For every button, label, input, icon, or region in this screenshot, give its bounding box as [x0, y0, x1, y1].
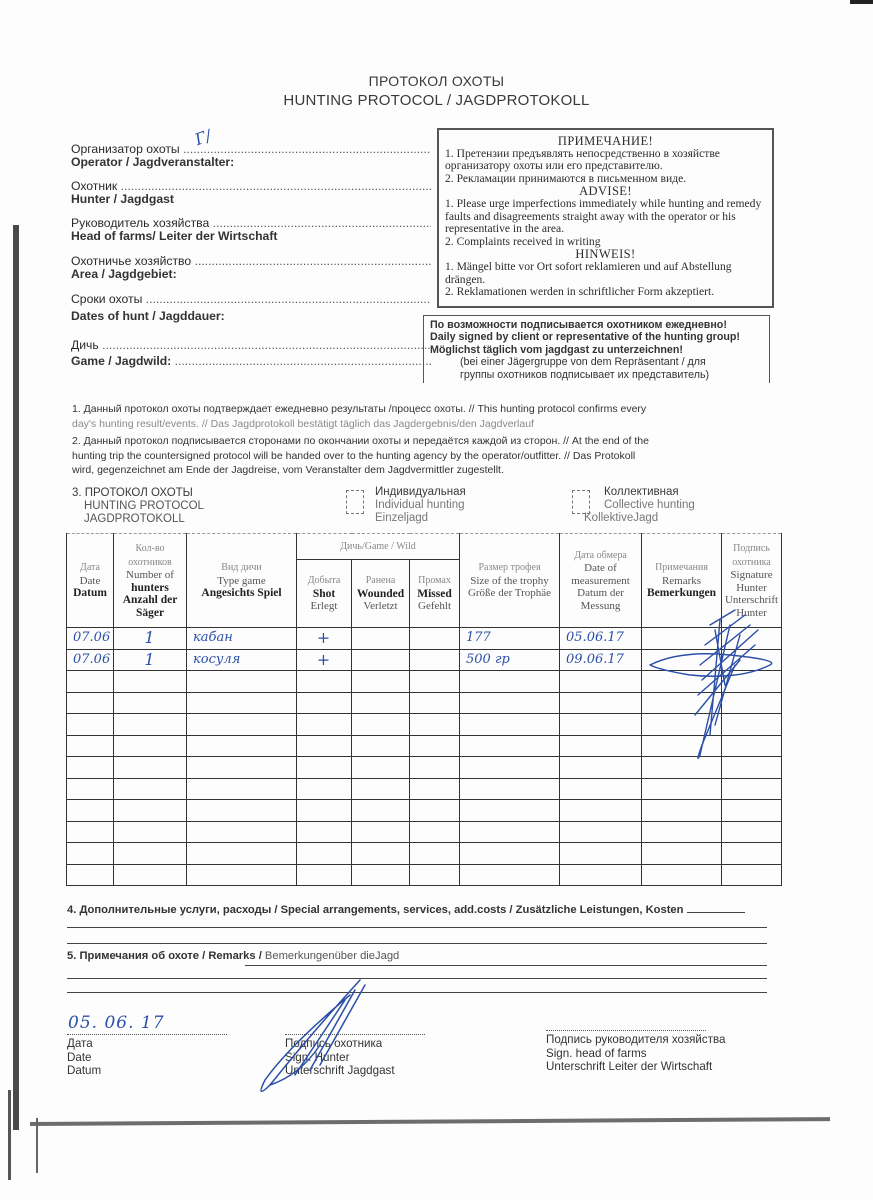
checkbox-label-ru: Коллективная [604, 486, 679, 498]
cell-missed[interactable] [410, 735, 460, 757]
cell-signature[interactable] [722, 714, 782, 736]
column-header-hunters-count: Кол-во охотников Number of hunters Anzahl der Säger [114, 534, 187, 628]
cell-date[interactable] [67, 778, 114, 800]
operator-handwritten-value: Г/ [192, 125, 214, 150]
checkbox-label-en: Individual hunting [375, 499, 465, 511]
cell-measurement-date[interactable] [560, 735, 642, 757]
cell-trophy-size[interactable] [460, 778, 560, 800]
section-3-heading: 3. ПРОТОКОЛ ОХОТЫ [72, 487, 193, 499]
collective-hunting-label [584, 486, 695, 525]
cell-date[interactable] [67, 692, 114, 714]
cell-trophy-size[interactable] [460, 864, 560, 886]
column-header-trophy-size: Размер трофея Size of the trophy Größe der Trophäe [460, 534, 560, 628]
scan-bottom-line [30, 1117, 830, 1126]
cell-shot[interactable] [297, 821, 352, 843]
cell-wounded[interactable] [352, 778, 410, 800]
head-sign-label-en: Sign. head of farms [546, 1046, 647, 1060]
paragraph-1-line: 1. Данный протокол охоты подтверждает ежедневно результаты /процесс охоты. // This hunting protocol confirms every [72, 403, 647, 415]
column-header-remarks: Примечания Remarks Bemerkungen [642, 534, 722, 628]
cell-measurement-date[interactable]: 09.06.17 [560, 649, 642, 671]
section-4-title: 4. Дополнительные услуги, расходы / Special arrangements, services, add.costs / Zusätzliche Leistungen, Kosten [67, 904, 767, 916]
section-5-line[interactable] [67, 992, 767, 993]
table-row [67, 692, 782, 714]
cell-game-type[interactable] [187, 735, 297, 757]
cell-missed[interactable] [410, 843, 460, 865]
cell-remarks[interactable] [642, 843, 722, 865]
checkbox-label-en: Collective hunting [604, 499, 695, 511]
section-4-line[interactable] [67, 943, 767, 944]
cell-date[interactable]: 07.06 [67, 628, 114, 650]
paragraph-2-line: wird, gegenzeichnet am Ende der Jagdreise, vom Veranstalter dem Jagdvermittler zugestellt. [72, 464, 504, 476]
field-label-en: Head of farms/ Leiter der Wirtschaft [71, 229, 278, 243]
cell-remarks[interactable] [642, 864, 722, 886]
date-signature-block[interactable] [67, 1034, 227, 1078]
cell-date[interactable] [67, 757, 114, 779]
field-area[interactable] [71, 255, 431, 281]
daily-sign-de: Möglichst täglich vom jagdgast zu unterzeichnen! [430, 343, 683, 356]
cell-signature[interactable] [722, 821, 782, 843]
cell-game-type[interactable] [187, 843, 297, 865]
date-label-en: Date [67, 1050, 92, 1064]
scan-edge-artifact [13, 225, 19, 1130]
field-game[interactable] [71, 339, 431, 368]
cell-date[interactable] [67, 800, 114, 822]
cell-hunters-count[interactable] [114, 778, 187, 800]
cell-missed[interactable] [410, 649, 460, 671]
cell-game-type[interactable] [187, 821, 297, 843]
scan-edge-artifact [850, 0, 873, 4]
cell-trophy-size[interactable] [460, 821, 560, 843]
section-5-line[interactable] [67, 978, 767, 979]
head-of-farms-signature-block[interactable] [546, 1030, 756, 1074]
paragraph-2-line: 2. Данный протокол подписывается сторонами по окончании охоты и передаётся каждой из сторон. // At the end of the [72, 435, 649, 447]
cell-hunters-count[interactable] [114, 692, 187, 714]
cell-wounded[interactable] [352, 757, 410, 779]
cell-shot[interactable]: + [297, 628, 352, 650]
cell-shot[interactable] [297, 671, 352, 693]
checkbox-label-de: KollektiveJagd [584, 512, 659, 524]
cell-missed[interactable] [410, 800, 460, 822]
field-label-ru: Охотничье хозяйство ..... [71, 255, 431, 268]
table-row [67, 778, 782, 800]
date-handwritten-value: 05. 06. 17 [68, 1013, 165, 1033]
cell-trophy-size[interactable] [460, 800, 560, 822]
cell-wounded[interactable] [352, 714, 410, 736]
collective-hunting-checkbox[interactable] [572, 490, 590, 514]
cell-trophy-size[interactable]: 500 гр [460, 649, 560, 671]
individual-hunting-checkbox[interactable] [346, 490, 364, 514]
cell-hunters-count[interactable]: 1 [114, 628, 187, 650]
date-label-ru: Дата [67, 1037, 93, 1050]
column-header-measurement-date: Дата обмера Date of measurement Datum der Messung [560, 534, 642, 628]
cell-signature[interactable] [722, 692, 782, 714]
cell-date[interactable] [67, 671, 114, 693]
cell-game-type[interactable] [187, 757, 297, 779]
checkbox-label-ru: Индивидуальная [375, 486, 466, 498]
cell-wounded[interactable] [352, 649, 410, 671]
column-group-header-game: Дичь/Game / Wild [297, 534, 460, 560]
column-header-date: Дата Date Datum [67, 534, 114, 628]
table-row [67, 628, 782, 650]
notice-text: 1. Mängel bitte vor Ort sofort reklamieren und auf Abstellung drängen. [445, 259, 732, 286]
section-3-title [72, 487, 204, 526]
paragraph-2-line: hunting trip the countersigned protocol will be handed over to the hunting agency by the operator/outfitter. // Das Protokoll [72, 449, 636, 462]
cell-remarks[interactable] [642, 800, 722, 822]
cell-wounded[interactable] [352, 843, 410, 865]
cell-remarks[interactable] [642, 714, 722, 736]
field-label-en: Dates of hunt / Jagddauer: [71, 309, 225, 323]
cell-missed[interactable] [410, 778, 460, 800]
cell-trophy-size[interactable] [460, 692, 560, 714]
cell-measurement-date[interactable] [560, 821, 642, 843]
cell-missed[interactable] [410, 628, 460, 650]
date-label-de: Datum [67, 1064, 102, 1077]
cell-missed[interactable] [410, 864, 460, 886]
cell-shot[interactable]: + [297, 649, 352, 671]
cell-measurement-date[interactable] [560, 757, 642, 779]
field-label-ru: Дичь ..... [71, 339, 431, 352]
cell-signature[interactable] [722, 757, 782, 779]
cell-shot[interactable] [297, 735, 352, 757]
cell-measurement-date[interactable]: 05.06.17 [560, 628, 642, 650]
head-sign-label-ru: Подпись руководителя хозяйства [546, 1033, 726, 1046]
field-label-ru: Охотник ..... [71, 180, 431, 193]
cell-hunters-count[interactable] [114, 757, 187, 779]
cell-game-type[interactable] [187, 800, 297, 822]
cell-date[interactable] [67, 735, 114, 757]
column-header-game-type: Вид дичи Type game Angesichts Spiel [187, 534, 297, 628]
section-5-title: 5. Примечания об охоте / Remarks / Bemerkungenüber dieJagd [67, 950, 400, 962]
column-header-wounded: Ранена Wounded Verletzt [352, 560, 410, 628]
cell-wounded[interactable] [352, 692, 410, 714]
cell-shot[interactable] [297, 757, 352, 779]
notice-text: 1. Please urge imperfections immediately while hunting and remedy faults and disagreements straight away with the operator or his representative in the area. [445, 196, 762, 236]
scan-edge-artifact [36, 1118, 38, 1173]
column-header-missed: Промах Missed Gefehlt [410, 560, 460, 628]
table-row [67, 757, 782, 779]
cell-remarks[interactable] [642, 757, 722, 779]
hunter-sign-label-en: Sign. Hunter [285, 1050, 350, 1064]
section-3-sub: JAGDPROTOKOLL [84, 513, 185, 525]
cell-missed[interactable] [410, 671, 460, 693]
cell-signature[interactable] [722, 628, 782, 650]
table-body [67, 628, 782, 886]
column-header-shot: Добыта Shot Erlegt [297, 560, 352, 628]
field-label-en: Area / Jagdgebiet: [71, 267, 177, 281]
cell-date[interactable] [67, 843, 114, 865]
cell-hunters-count[interactable] [114, 671, 187, 693]
daily-sign-en: Daily signed by client or representative of the hunting group! [430, 331, 740, 344]
cell-shot[interactable] [297, 800, 352, 822]
daily-sign-ru: По возможности подписывается охотником ежедневно! [430, 319, 727, 331]
cell-game-type[interactable] [187, 714, 297, 736]
hunting-protocol-table [66, 533, 782, 886]
cell-hunters-count[interactable] [114, 735, 187, 757]
cell-game-type[interactable] [187, 778, 297, 800]
field-label-ru: Руководитель хозяйства ..... [71, 217, 431, 230]
cell-trophy-size[interactable] [460, 714, 560, 736]
cell-remarks[interactable] [642, 692, 722, 714]
cell-shot[interactable] [297, 692, 352, 714]
cell-missed[interactable] [410, 757, 460, 779]
notice-text: 2. Complaints received in writing [445, 234, 601, 248]
page-title-en-de: HUNTING PROTOCOL / JAGDPROTOKOLL [283, 92, 590, 109]
field-dates-of-hunt[interactable] [71, 293, 431, 323]
cell-wounded[interactable] [352, 671, 410, 693]
cell-trophy-size[interactable]: 177 [460, 628, 560, 650]
field-operator[interactable] [71, 143, 431, 169]
table-row [67, 800, 782, 822]
cell-hunters-count[interactable] [114, 800, 187, 822]
cell-shot[interactable] [297, 778, 352, 800]
daily-sign-note: (bei einer Jägergruppe von dem Repräsentant / для [460, 356, 706, 369]
cell-remarks[interactable] [642, 735, 722, 757]
table-row [67, 714, 782, 736]
cell-wounded[interactable] [352, 735, 410, 757]
cell-game-type[interactable] [187, 671, 297, 693]
cell-game-type[interactable] [187, 864, 297, 886]
paragraph-1 [72, 402, 772, 431]
cell-hunters-count[interactable] [114, 821, 187, 843]
field-head-of-farms[interactable] [71, 217, 431, 243]
cell-remarks[interactable] [642, 821, 722, 843]
table-header-group-row [67, 534, 782, 560]
notice-heading-de: HINWEIS! [575, 247, 636, 262]
field-label-en: Hunter / Jagdgast [71, 192, 174, 206]
cell-shot[interactable] [297, 843, 352, 865]
table-row [67, 843, 782, 865]
cell-wounded[interactable] [352, 628, 410, 650]
cell-measurement-date[interactable] [560, 843, 642, 865]
paragraph-2 [72, 434, 772, 478]
cell-hunters-count[interactable]: 1 [114, 649, 187, 671]
column-header-signature: Подпись охотника Signature Hunter Unterschrift Hunter [722, 534, 782, 628]
cell-measurement-date[interactable] [560, 778, 642, 800]
cell-shot[interactable] [297, 714, 352, 736]
cell-measurement-date[interactable] [560, 800, 642, 822]
checkbox-label-de: Einzeljagd [375, 512, 429, 524]
cell-measurement-date[interactable] [560, 864, 642, 886]
cell-signature[interactable] [722, 671, 782, 693]
cell-wounded[interactable] [352, 864, 410, 886]
cell-date[interactable] [67, 864, 114, 886]
cell-signature[interactable] [722, 735, 782, 757]
section-5-line[interactable] [245, 965, 767, 966]
field-label-ru: Организатор охоты ..... [71, 143, 431, 156]
cell-trophy-size[interactable] [460, 671, 560, 693]
scan-edge-artifact [8, 1090, 11, 1180]
cell-measurement-date[interactable] [560, 714, 642, 736]
cell-shot[interactable] [297, 864, 352, 886]
cell-trophy-size[interactable] [460, 757, 560, 779]
cell-wounded[interactable] [352, 800, 410, 822]
cell-game-type[interactable]: кабан [187, 628, 297, 650]
hunter-sign-label-de: Unterschrift Jagdgast [285, 1064, 395, 1077]
field-hunter[interactable] [71, 180, 431, 206]
cell-wounded[interactable] [352, 821, 410, 843]
cell-missed[interactable] [410, 692, 460, 714]
section-4-line[interactable] [67, 927, 767, 928]
cell-measurement-date[interactable] [560, 671, 642, 693]
notice-text: 2. Рекламации принимаются в письменном виде. [445, 171, 687, 185]
table-row [67, 649, 782, 671]
cell-hunters-count[interactable] [114, 714, 187, 736]
individual-hunting-label [375, 486, 466, 525]
table-row [67, 864, 782, 886]
notice-box [437, 128, 774, 308]
head-sign-label-de: Unterschrift Leiter der Wirtschaft [546, 1060, 713, 1073]
cell-hunters-count[interactable] [114, 843, 187, 865]
cell-signature[interactable] [722, 800, 782, 822]
table-row [67, 671, 782, 693]
notice-text: 1. Претензии предъявлять непосредственно в хозяйстве организатору охоты или его представителю. [445, 146, 720, 173]
cell-game-type[interactable]: косуля [187, 649, 297, 671]
cell-hunters-count[interactable] [114, 864, 187, 886]
cell-trophy-size[interactable] [460, 735, 560, 757]
hunter-signature-block[interactable] [285, 1034, 425, 1078]
field-label-en: Operator / Jagdveranstalter: [71, 155, 235, 169]
paragraph-1-line: day's hunting result/events. // Das Jagdprotokoll bestätigt täglich das Jagdergebnis/den Jagdverlauf [72, 417, 534, 430]
cell-date[interactable]: 07.06 [67, 649, 114, 671]
section-3-sub: HUNTING PROTOCOL [84, 500, 204, 512]
notice-heading-en: ADVISE! [579, 184, 632, 199]
cell-signature[interactable] [722, 649, 782, 671]
daily-sign-note: группы охотников подписывает их представитель) [460, 368, 710, 381]
cell-remarks[interactable] [642, 778, 722, 800]
cell-measurement-date[interactable] [560, 692, 642, 714]
table-row [67, 821, 782, 843]
notice-heading-ru: ПРИМЕЧАНИЕ! [557, 134, 654, 148]
cell-date[interactable] [67, 714, 114, 736]
cell-trophy-size[interactable] [460, 843, 560, 865]
cell-missed[interactable] [410, 714, 460, 736]
field-label-en: Game / Jagdwild: ..... [71, 355, 431, 368]
cell-signature[interactable] [722, 864, 782, 886]
page-title-ru: ПРОТОКОЛ ОХОТЫ [368, 73, 505, 89]
cell-signature[interactable] [722, 778, 782, 800]
field-label-ru: Сроки охоты ..... [71, 293, 431, 306]
cell-signature[interactable] [722, 843, 782, 865]
hunter-sign-label-ru: Подпись охотника [285, 1037, 383, 1050]
cell-remarks[interactable] [642, 671, 722, 693]
notice-text: 2. Reklamationen werden in schriftlicher Form akzeptiert. [445, 285, 715, 299]
cell-remarks[interactable] [642, 649, 722, 671]
table-row [67, 735, 782, 757]
cell-game-type[interactable] [187, 692, 297, 714]
cell-remarks[interactable] [642, 628, 722, 650]
daily-sign-box [423, 315, 770, 383]
cell-date[interactable] [67, 821, 114, 843]
cell-missed[interactable] [410, 821, 460, 843]
